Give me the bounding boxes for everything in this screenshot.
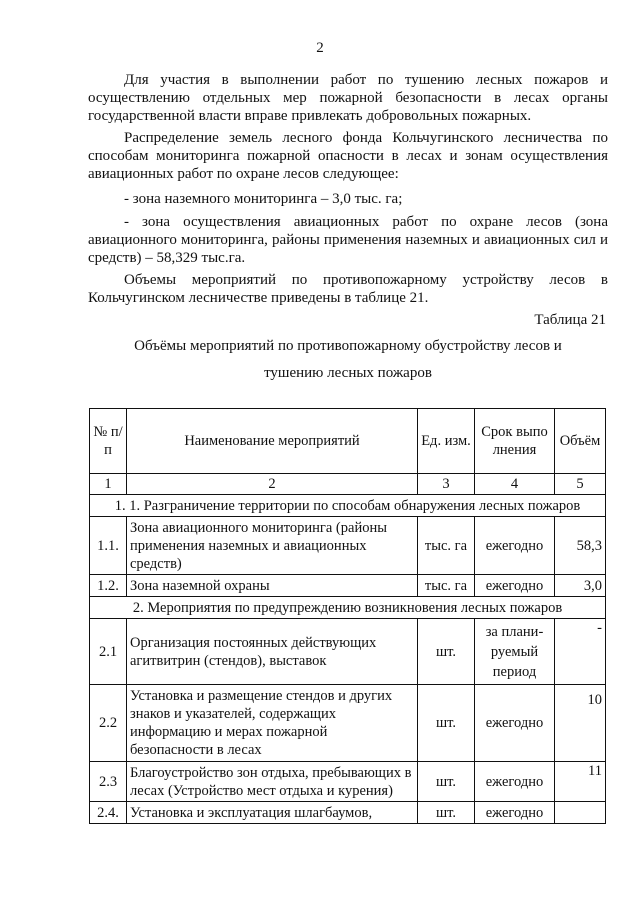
section-row [90,495,606,517]
row-volume: 11 [555,762,606,802]
header-volume: Объём [555,409,606,474]
paragraph-1: Для участия в выполнении работ по тушению лесных пожаров и осуществлению отдельных мер пожарной безопасности в лесах органы государственной власти вправе привлекать добровольных пожарных. [88,72,608,124]
table-row [90,802,606,824]
row-unit: тыс. га [418,517,475,575]
row-unit: шт. [418,802,475,824]
row-unit: шт. [418,685,475,762]
row-volume [555,802,606,824]
row-name: Установка и эксплуатация шлагбаумов, [127,802,418,824]
header-num: № п/п [90,409,127,474]
column-numbers-row [90,474,606,495]
table-header-row [90,409,606,474]
section-row [90,597,606,619]
measures-table [89,408,606,824]
paragraph-3: - зона наземного мониторинга – 3,0 тыс. га; [124,191,403,207]
row-term: ежегодно [475,517,555,575]
row-volume: 10 [555,685,606,762]
col-number: 4 [475,474,555,495]
row-term: ежегодно [475,802,555,824]
row-volume: 3,0 [555,575,606,597]
col-number: 1 [90,474,127,495]
table-row [90,517,606,575]
header-name: Наименование мероприятий [127,409,418,474]
header-term: Срок выполнения [475,409,555,474]
table-caption: Таблица 21 [534,312,606,328]
row-num: 2.2 [90,685,127,762]
row-term: ежегодно [475,575,555,597]
table-title-line-1: Объёмы мероприятий по противопожарному обустройству лесов и [134,338,562,354]
row-unit: шт. [418,619,475,685]
table-row [90,575,606,597]
table-row [90,762,606,802]
paragraph-5: Объемы мероприятий по противопожарному устройству лесов в Кольчугинском лесничестве приведены в таблице 21. [88,272,608,306]
col-number: 3 [418,474,475,495]
row-unit: шт. [418,762,475,802]
paragraph-4: - зона осуществления авиационных работ по охране лесов (зона авиационного мониторинга, районы применения наземных и авиационных сил и средств) – 58,329 тыс.га. [88,214,608,266]
row-name: Организация постоянных действующих агитвитрин (стендов), выставок [127,619,418,685]
row-name: Зона наземной охраны [127,575,418,597]
row-name: Установка и размещение стендов и других знаков и указателей, содержащих информацию и мерах пожарной безопасности в лесах [127,685,418,762]
row-volume: 58,3 [555,517,606,575]
col-number: 2 [127,474,418,495]
section-title-2: 2. Мероприятия по предупреждению возникновения лесных пожаров [90,597,606,619]
page-number: 2 [316,40,324,56]
row-term: за плани- руемый период [475,619,555,685]
row-num: 2.4. [90,802,127,824]
row-name: Благоустройство зон отдыха, пребывающих в лесах (Устройство мест отдыха и курения) [127,762,418,802]
header-unit: Ед. изм. [418,409,475,474]
table-row [90,685,606,762]
row-term: ежегодно [475,762,555,802]
section-title-1: 1. 1. Разграничение территории по способам обнаружения лесных пожаров [90,495,606,517]
row-term: ежегодно [475,685,555,762]
row-num: 2.3 [90,762,127,802]
table-title-line-2: тушению лесных пожаров [264,365,432,381]
row-name: Зона авиационного мониторинга (районы применения наземных и авиационных средств) [127,517,418,575]
row-volume: - [555,619,606,685]
col-number: 5 [555,474,606,495]
row-unit: тыс. га [418,575,475,597]
table-row [90,619,606,685]
row-num: 2.1 [90,619,127,685]
row-num: 1.2. [90,575,127,597]
paragraph-2: Распределение земель лесного фонда Кольчугинского лесничества по способам мониторинга пожарной опасности в лесах и зонам осуществления авиационных работ по охране лесов следующее: [88,130,608,182]
row-num: 1.1. [90,517,127,575]
